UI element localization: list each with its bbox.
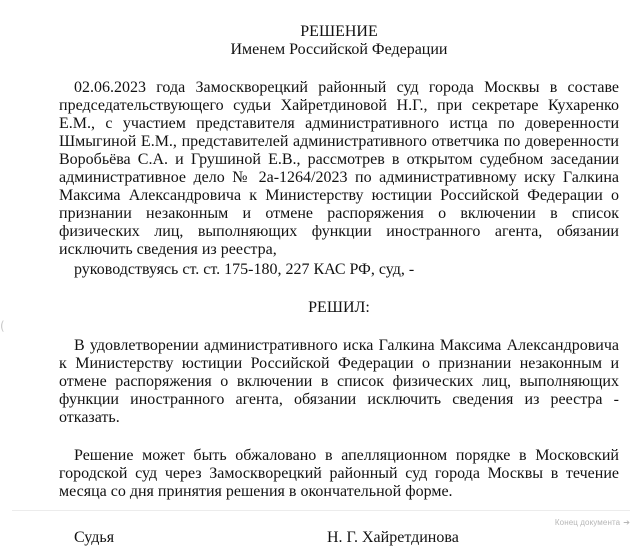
signature-name: Н. Г. Хайретдинова	[327, 529, 459, 546]
decision-paragraph: В удовлетворении административного иска Галкина Максима Александровича к Министерству юстиции Российской Федерации о признании незаконным и отмене распоряжения о включении в список физических лиц, выполняющих функции иностранного агента, обязании исключить сведения из реестра - отказать.	[59, 337, 619, 426]
document-title: РЕШЕНИЕ	[300, 23, 378, 40]
intro-paragraph: 02.06.2023 года Замоскворецкий районный суд города Москвы в составе председательствующего судьи Хайретдиновой Н.Г., при секретаре Кухаренко Е.М., с участием представителя административного истца по доверенности Шмыгиной Е.М., представителей административного ответчика по доверенности Воробьёва С.А. и Грушиной Е.В., рассмотрев в открытом судебном заседании административное дело № 2а-1264/2023 по административному иску Галкина Максима Александровича к Министерству юстиции Российской Федерации о признании незаконным и отмене распоряжения о включении в список физических лиц, выполняющих функции иностранного агента, обязании исключить сведения из реестра,	[59, 79, 619, 258]
arrow-right-icon: ➔	[623, 518, 630, 527]
appeal-paragraph: Решение может быть обжаловано в апелляционном порядке в Московский городской суд через Замоскворецкий районный суд города Москвы в течение месяца со дня принятия решения в окончательной форме.	[59, 447, 619, 500]
document-subtitle: Именем Российской Федерации	[230, 41, 448, 58]
footer-divider	[12, 510, 630, 511]
signature-block	[59, 529, 619, 547]
document-end-marker	[555, 518, 630, 527]
decision-heading: РЕШИЛ:	[308, 299, 370, 316]
guided-line: руководствуясь ст. ст. 175-180, 227 КАС РФ, суд, -	[74, 261, 415, 278]
left-edge-marker: (	[0, 319, 5, 333]
signature-role: Судья	[74, 529, 115, 546]
court-decision-document	[59, 15, 619, 547]
document-end-label: Конец документа	[554, 518, 621, 527]
